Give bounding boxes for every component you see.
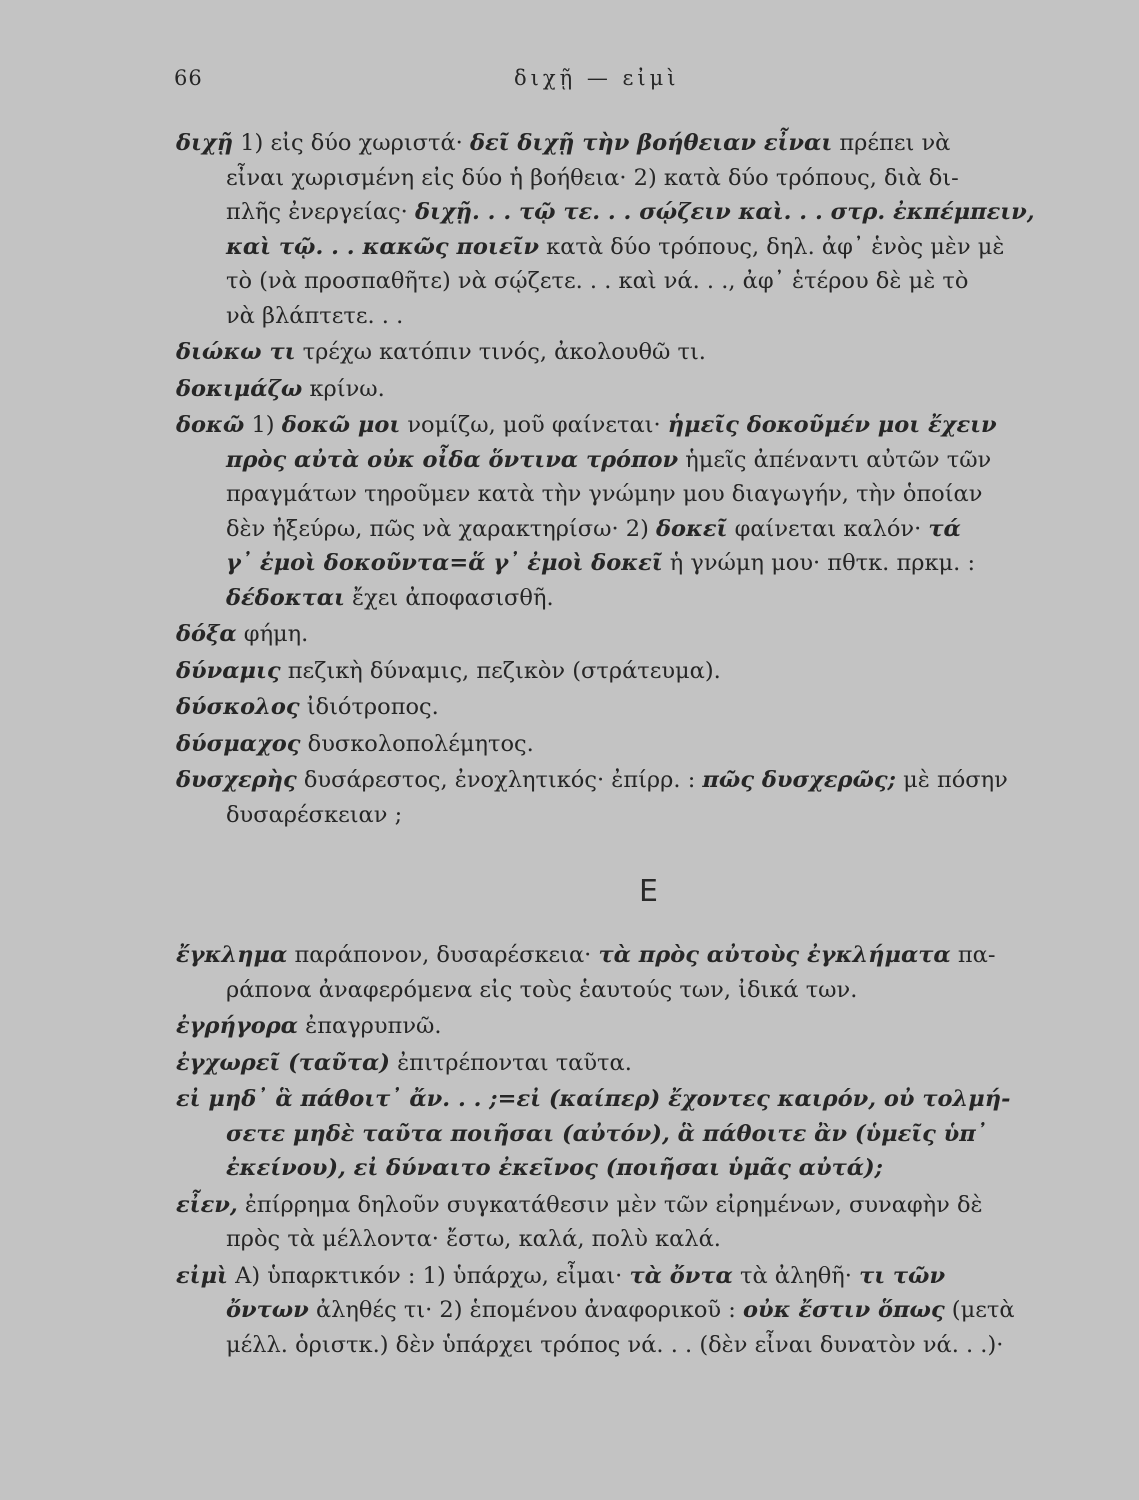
headword: διχῇ bbox=[176, 130, 234, 156]
headword: δοκῶ bbox=[176, 412, 245, 438]
entry-dyskolos bbox=[176, 690, 1121, 725]
entry-egklima bbox=[176, 938, 1121, 1007]
example-phrase: πῶς δυσχερῶς; bbox=[702, 767, 896, 793]
entry-dokimazw bbox=[176, 372, 1121, 407]
entry-line: δὲν ἠξεύρω, πῶς νὰ χαρακτηρίσω· 2) δοκεῖ φαίνεται καλόν· τά bbox=[226, 515, 961, 542]
example-phrase: ἐκείνου), εἰ δύναιτο ἐκεῖνος (ποιῆσαι ὑμᾶς αὐτά); bbox=[226, 1155, 883, 1181]
entry-dysmaxos bbox=[176, 727, 1121, 762]
entry-line bbox=[176, 1151, 1121, 1186]
example-phrase: ὄντων bbox=[226, 1297, 309, 1323]
entry-egrigora bbox=[176, 1009, 1121, 1044]
entry-line: εἰμὶ Α) ὑπαρκτικόν : 1) ὑπάρχω, εἶμαι· τὰ ὄντα τὰ ἀληθῆ· τι τῶν bbox=[176, 1262, 946, 1289]
running-head bbox=[0, 66, 1139, 106]
headword: δυσχερὴς bbox=[176, 767, 297, 793]
entry-dysxeris bbox=[176, 763, 1121, 832]
headword: εἰμὶ bbox=[176, 1262, 228, 1289]
example-phrase: τὰ ὄντα bbox=[629, 1262, 733, 1289]
entry-line: εἶεν, ἐπίρρημα δηλοῦν συγκατάθεσιν μὲν τῶν εἰρημένων, συναφὴν δὲ bbox=[176, 1191, 983, 1218]
example-phrase: δέδοκται bbox=[226, 584, 345, 611]
entry-line: μέλλ. ὁριστκ.) δὲν ὑπάρχει τρόπος νά. . . (δὲν εἶναι δυνατὸν νά. . .)· bbox=[226, 1331, 1004, 1358]
entry-line: διχῇ 1) εἰς δύο χωριστά· δεῖ διχῇ τὴν βοήθειαν εἶναι πρέπει νὰ bbox=[176, 130, 951, 156]
entry-line: ἔγκλημα παράπονον, δυσαρέσκεια· τὰ πρὸς αὐτοὺς ἐγκλήματα πα- bbox=[176, 942, 996, 968]
entry-line: τὸ (νὰ προσπαθῆτε) νὰ σῴζετε. . . καὶ νά. . ., ἀφ᾽ ἑτέρου δὲ μὲ τὸ bbox=[226, 268, 969, 294]
headword: εἰ μηδ᾽ ἃ πάθοιτ᾽ ἄν. . . ;=εἰ (καίπερ) ἔχοντες καιρόν, οὐ τολμή- bbox=[176, 1086, 1011, 1112]
entry-line: ἐγχωρεῖ (ταῦτα) ἐπιτρέπονται ταῦτα. bbox=[176, 1049, 632, 1076]
example-phrase: διχῇ. . . τῷ τε. . . σῴζειν καὶ. . . στρ. ἐκπέμπειν, bbox=[414, 199, 1035, 225]
example-phrase: δοκῶ μοι bbox=[281, 412, 401, 438]
example-phrase: καὶ τῷ. . . κακῶς ποιεῖν bbox=[226, 233, 540, 260]
example-phrase: οὐκ ἔστιν ὅπως bbox=[743, 1297, 945, 1323]
headword: δύσμαχος bbox=[176, 730, 301, 757]
headword: εἶεν, bbox=[176, 1191, 238, 1218]
entry-doxa bbox=[176, 617, 1121, 652]
entry-dynamis bbox=[176, 654, 1121, 689]
entry-line: δέδοκται ἔχει ἀποφασισθῆ. bbox=[226, 584, 554, 611]
entry-line: διώκω τι τρέχω κατόπιν τινός, ἀκολουθῶ τι. bbox=[176, 339, 706, 365]
example-phrase: τι τῶν bbox=[859, 1262, 946, 1289]
example-phrase: δοκεῖ bbox=[656, 515, 728, 542]
entry-dixi bbox=[176, 126, 1121, 333]
entry-line: πρὸς αὐτὰ οὐκ οἶδα ὅντινα τρόπον ἡμεῖς ἀπέναντι αὐτῶν τῶν bbox=[226, 446, 992, 473]
headword: δόξα bbox=[176, 621, 237, 647]
example-phrase: πρὸς αὐτὰ οὐκ οἶδα ὅντινα τρόπον bbox=[226, 446, 679, 473]
entry-line bbox=[176, 1117, 1121, 1152]
entry-line: δυσαρέσκειαν ; bbox=[226, 801, 403, 828]
entry-diokw bbox=[176, 335, 1121, 370]
entry-line: ὄντων ἀληθές τι· 2) ἑπομένου ἀναφορικοῦ : οὐκ ἔστιν ὅπως (μετὰ bbox=[226, 1297, 1015, 1323]
entry-line: πλῆς ἐνεργείας· διχῇ. . . τῷ τε. . . σῴζειν καὶ. . . στρ. ἐκπέμπειν, bbox=[226, 199, 1035, 225]
entry-line: πραγμάτων τηροῦμεν κατὰ τὴν γνώμην μου διαγωγήν, τὴν ὁποίαν bbox=[226, 481, 983, 507]
entry-dokw bbox=[176, 408, 1121, 615]
headword: ἐγρήγορα bbox=[176, 1013, 298, 1039]
headword: δύναμις bbox=[176, 657, 281, 684]
entry-line: ἐγρήγορα ἐπαγρυπνῶ. bbox=[176, 1013, 442, 1039]
example-phrase: τὰ πρὸς αὐτοὺς ἐγκλήματα bbox=[598, 942, 951, 968]
entry-egxwrei bbox=[176, 1046, 1121, 1081]
header-title: διχῇ — εἰμὶ bbox=[514, 66, 680, 90]
headword: διώκω τι bbox=[176, 339, 296, 365]
headword: δύσκολος bbox=[176, 694, 300, 720]
entry-line: ράπονα ἀναφερόμενα εἰς τοὺς ἑαυτούς των, ἰδικά των. bbox=[226, 976, 858, 1003]
page-number: 66 bbox=[174, 66, 203, 90]
entry-line: καὶ τῷ. . . κακῶς ποιεῖν κατὰ δύο τρόπους, δηλ. ἀφ᾽ ἑνὸς μὲν μὲ bbox=[226, 233, 1005, 260]
entry-eien bbox=[176, 1188, 1121, 1257]
headword: δοκιμάζω bbox=[176, 375, 303, 402]
entry-line: δόξα φήμη. bbox=[176, 621, 309, 647]
entry-line: δοκῶ 1) δοκῶ μοι νομίζω, μοῦ φαίνεται· ἡμεῖς δοκοῦμέν μοι ἔχειν bbox=[176, 412, 997, 438]
entry-eimi bbox=[176, 1259, 1121, 1363]
entry-line: πρὸς τὰ μέλλοντα· ἔστω, καλά, πολὺ καλά. bbox=[226, 1226, 721, 1252]
example-phrase: σετε μηδὲ ταῦτα ποιῆσαι (αὐτόν), ἃ πάθοιτε ἂν (ὑμεῖς ὑπ᾽ bbox=[226, 1120, 988, 1147]
example-phrase: ἡμεῖς δοκοῦμέν μοι ἔχειν bbox=[667, 412, 997, 438]
headword: ἔγκλημα bbox=[176, 942, 288, 968]
entry-line bbox=[176, 1082, 1121, 1117]
entry-ei-mid bbox=[176, 1082, 1121, 1186]
entry-line: δυσχερὴς δυσάρεστος, ἐνοχλητικός· ἐπίρρ. : πῶς δυσχερῶς; μὲ πόσην bbox=[176, 767, 1008, 793]
example-phrase: γ᾽ ἐμοὶ δοκοῦντα=ἅ γ᾽ ἐμοὶ δοκεῖ bbox=[226, 550, 663, 576]
entry-line: εἶναι χωρισμένη εἰς δύο ἡ βοήθεια· 2) κατὰ δύο τρόπους, διὰ δι- bbox=[226, 164, 959, 191]
section-letter: Ε bbox=[639, 874, 658, 909]
entry-line: δύσμαχος δυσκολοπολέμητος. bbox=[176, 730, 534, 757]
example-phrase: τά bbox=[928, 515, 961, 542]
entry-line: δύσκολος ἰδιότροπος. bbox=[176, 694, 439, 720]
entry-line: δύναμις πεζικὴ δύναμις, πεζικὸν (στράτευμα). bbox=[176, 657, 721, 684]
entries-column bbox=[176, 126, 1121, 1364]
entry-line: γ᾽ ἐμοὶ δοκοῦντα=ἅ γ᾽ ἐμοὶ δοκεῖ ἡ γνώμη μου· πθτκ. πρκμ. : bbox=[226, 550, 976, 576]
headword: ἐγχωρεῖ (ταῦτα) bbox=[176, 1049, 390, 1076]
entry-line: δοκιμάζω κρίνω. bbox=[176, 375, 385, 402]
entry-line: νὰ βλάπτετε. . . bbox=[226, 302, 404, 329]
example-phrase: δεῖ διχῇ τὴν βοήθειαν εἶναι bbox=[469, 130, 833, 156]
